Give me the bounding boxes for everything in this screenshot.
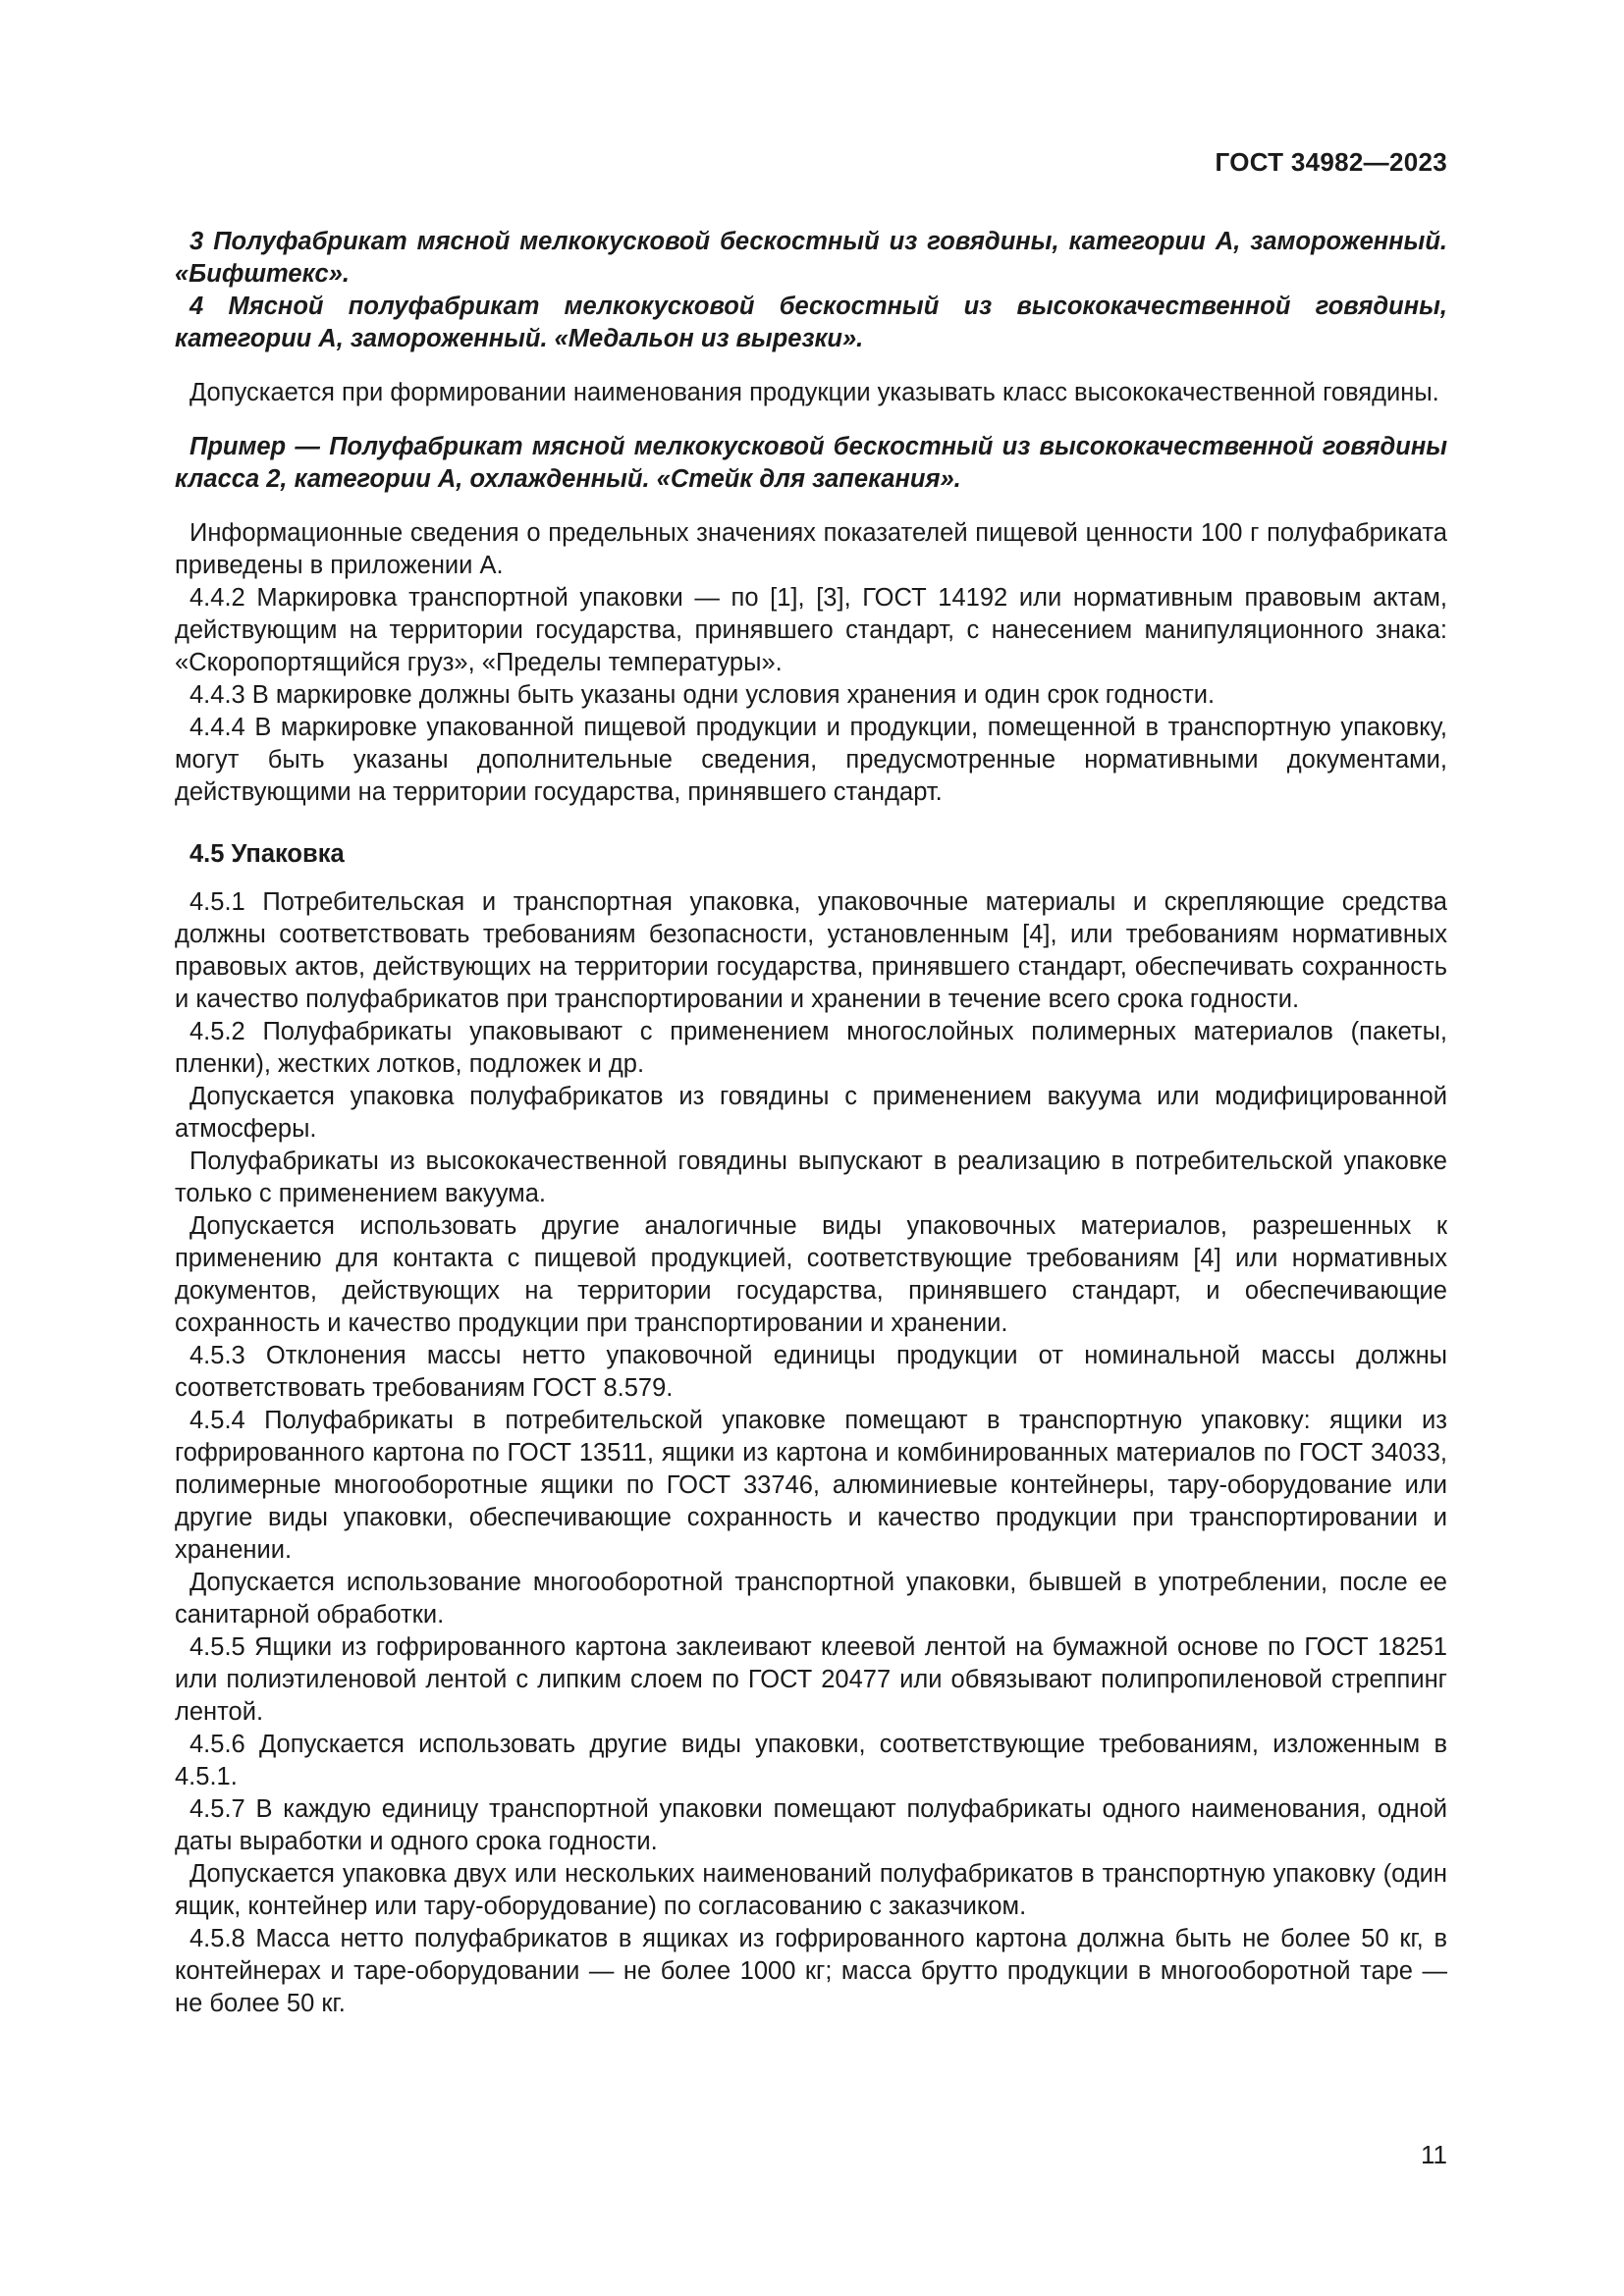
clause-4-5-8: 4.5.8 Масса нетто полуфабрикатов в ящиках из гофрированного картона должна быть не более 50 кг, в контейнерах и таре-оборудовании — не более 1000 кг; масса брутто продукции в многооборотной таре — не более 50 кг. xyxy=(175,1925,1447,2017)
clause-4-5-1: 4.5.1 Потребительская и транспортная упаковка, упаковочные материалы и скрепляющие средства должны соответствовать требованиям безопасности, установленным [4], или требованиям нормативных правовых актов, действующих на территории государства, принявшего стандарт, обеспечивать сохранность и качество полуфабрикатов при транспортировании и хранении в течение всего срока годности. xyxy=(175,888,1447,1013)
product-example-3: 3 Полуфабрикат мясной мелкокусковой бескостный из говядины, категории А, замороженный. «Бифштекс». xyxy=(175,228,1447,288)
clause-4-5-4: 4.5.4 Полуфабрикаты в потребительской упаковке помещают в транспортную упаковку: ящики из гофрированного картона по ГОСТ 13511, ящики из картона и комбинированных материалов по ГОСТ 34033, полимерные многооборотные ящики по ГОСТ 33746, алюминиевые контейнеры, тару-оборудование или другие виды упаковки, обеспечивающие сохранность и качество продукции при транспортировании и хранении. xyxy=(175,1407,1447,1564)
document-code-header: ГОСТ 34982—2023 xyxy=(1215,147,1447,177)
clause-4-5-5: 4.5.5 Ящики из гофрированного картона заклеивают клеевой лентой на бумажной основе по ГОСТ 18251 или полиэтиленовой лентой с липким слоем по ГОСТ 20477 или обвязывают полипропиленовой стреппинг лентой. xyxy=(175,1633,1447,1726)
clause-4-5-2: 4.5.2 Полуфабрикаты упаковывают с применением многослойных полимерных материалов (пакеты, пленки), жестких лотков, подложек и др. xyxy=(175,1018,1447,1078)
clause-4-5-7-mixed: Допускается упаковка двух или нескольких наименований полуфабрикатов в транспортную упаковку (один ящик, контейнер или тару-оборудование) по согласованию с заказчиком. xyxy=(175,1860,1447,1920)
clause-4-4-4: 4.4.4 В маркировке упакованной пищевой продукции и продукции, помещенной в транспортную упаковку, могут быть указаны дополнительные сведения, предусмотренные нормативными документами, действующими на территории государства, принявшего стандарт. xyxy=(175,714,1447,806)
clause-4-4-2: 4.4.2 Маркировка транспортной упаковки — по [1], [3], ГОСТ 14192 или нормативным правовым актам, действующим на территории государства, принявшего стандарт, с нанесением манипуляционного знака: «Скоропортящийся груз», «Пределы температуры». xyxy=(175,584,1447,676)
paragraph-class-note: Допускается при формировании наименования продукции указывать класс высококачественной говядины. xyxy=(189,379,1439,406)
clause-4-4-3: 4.4.3 В маркировке должны быть указаны одни условия хранения и один срок годности. xyxy=(189,681,1216,709)
clause-4-5-6: 4.5.6 Допускается использовать другие виды упаковки, соответствующие требованиям, изложенным в 4.5.1. xyxy=(175,1731,1447,1790)
clause-4-5-3: 4.5.3 Отклонения массы нетто упаковочной единицы продукции от номинальной массы должны соответствовать требованиям ГОСТ 8.579. xyxy=(175,1342,1447,1402)
clause-4-5-4-reuse: Допускается использование многооборотной транспортной упаковки, бывшей в употреблении, после ее санитарной обработки. xyxy=(175,1569,1447,1629)
clause-4-5-2-other-materials: Допускается использовать другие аналогичные виды упаковочных материалов, разрешенных к применению для контакта с пищевой продукцией, соответствующие требованиям [4] или нормативных документов, действующих на территории государства, принявшего стандарт, и обеспечивающие сохранность и качество продукции при транспортировании и хранении. xyxy=(175,1212,1447,1337)
section-heading-4-5: 4.5 Упаковка xyxy=(189,840,345,868)
document-page xyxy=(175,0,1447,2296)
paragraph-nutrition-info: Информационные сведения о предельных значениях показателей пищевой ценности 100 г полуфабриката приведены в приложении А. xyxy=(175,519,1447,579)
clause-4-5-2-vacuum: Допускается упаковка полуфабрикатов из говядины с применением вакуума или модифицированной атмосферы. xyxy=(175,1083,1447,1143)
example-note: Пример — Полуфабрикат мясной мелкокусковой бескостный из высококачественной говядины класса 2, категории А, охлажденный. «Стейк для запекания». xyxy=(175,433,1447,493)
page-number: 11 xyxy=(1421,2140,1447,2169)
clause-4-5-2-premium: Полуфабрикаты из высококачественной говядины выпускают в реализацию в потребительской упаковке только с применением вакуума. xyxy=(175,1148,1447,1207)
product-example-4: 4 Мясной полуфабрикат мелкокусковой бескостный из высококачественной говядины, категории А, замороженный. «Медальон из вырезки». xyxy=(175,293,1447,352)
document-body xyxy=(175,226,1447,2020)
clause-4-5-7: 4.5.7 В каждую единицу транспортной упаковки помещают полуфабрикаты одного наименования, одной даты выработки и одного срока годности. xyxy=(175,1795,1447,1855)
